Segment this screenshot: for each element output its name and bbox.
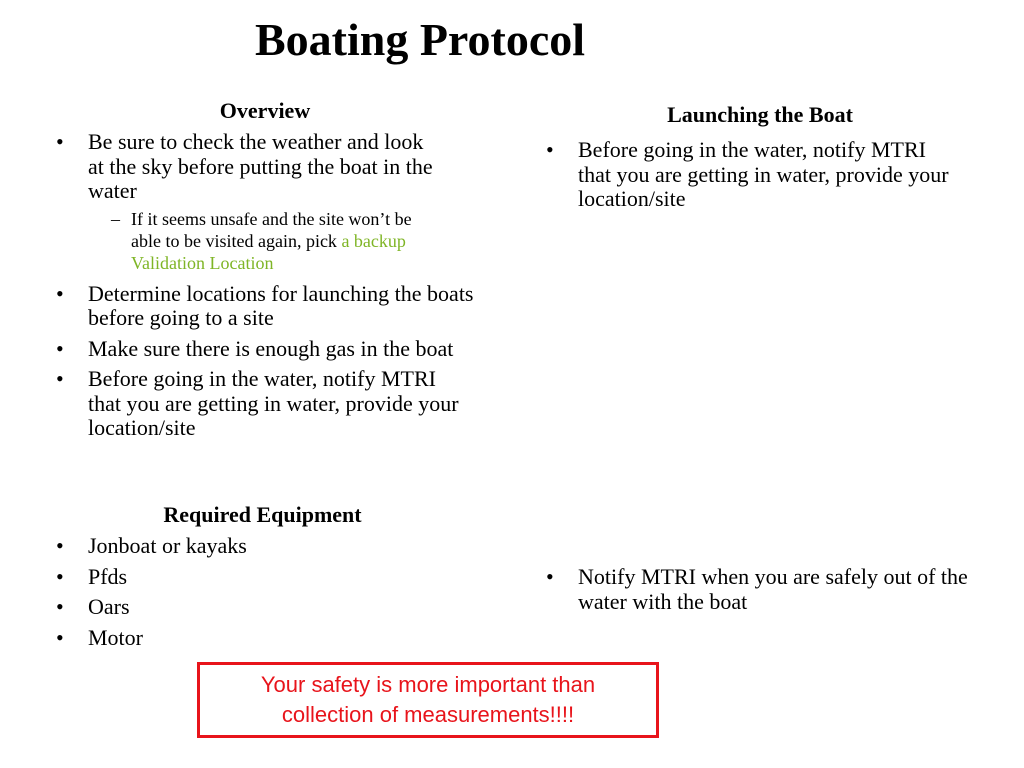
overview-bullet-notify: Before going in the water, notify MTRI that you are getting in water, provide your location/site bbox=[88, 366, 459, 440]
overview-heading: Overview bbox=[219, 98, 311, 123]
launching-list-bottom bbox=[536, 565, 996, 614]
overview-bullet-weather: Be sure to check the weather and look at the sky before putting the boat in the water bbox=[88, 129, 433, 203]
list-item bbox=[46, 367, 473, 441]
safety-callout-box bbox=[197, 662, 659, 738]
list-item bbox=[46, 130, 433, 274]
safety-callout-text: Your safety is more important than collection of measurements!!!! bbox=[260, 672, 596, 727]
backup-location-highlight: a backup Validation Location bbox=[131, 230, 406, 273]
slide-title: Boating Protocol bbox=[254, 14, 586, 65]
list-item bbox=[46, 534, 446, 559]
list-item bbox=[46, 565, 446, 590]
list-item bbox=[536, 138, 963, 212]
launching-bullet-out-of-water: Notify MTRI when you are safely out of the water with the boat bbox=[578, 564, 968, 614]
list-item bbox=[46, 626, 446, 651]
launching-bullet-notify: Before going in the water, notify MTRI that you are getting in water, provide your location/site bbox=[578, 137, 949, 211]
list-item bbox=[46, 282, 486, 331]
overview-bullet-gas: Make sure there is enough gas in the boat bbox=[88, 335, 454, 361]
equipment-list bbox=[46, 534, 446, 650]
list-item bbox=[46, 595, 446, 620]
overview-list bbox=[46, 130, 486, 441]
launching-list-top bbox=[536, 138, 966, 212]
list-item bbox=[46, 337, 478, 362]
equipment-item: Motor bbox=[88, 624, 143, 650]
equipment-heading: Required Equipment bbox=[163, 502, 362, 527]
equipment-item: Oars bbox=[88, 594, 130, 619]
equipment-item: Jonboat or kayaks bbox=[88, 533, 247, 558]
sub-bullet-unsafe-text: If it seems unsafe and the site won’t be able to be visited again, pick bbox=[131, 208, 412, 251]
list-item bbox=[536, 565, 978, 614]
equipment-item: Pfds bbox=[88, 563, 128, 589]
overview-bullet-launch-locations: Determine locations for launching the boats before going to a site bbox=[88, 280, 474, 330]
list-item bbox=[86, 208, 421, 274]
launching-heading: Launching the Boat bbox=[667, 102, 853, 127]
overview-sub-list bbox=[88, 208, 433, 274]
